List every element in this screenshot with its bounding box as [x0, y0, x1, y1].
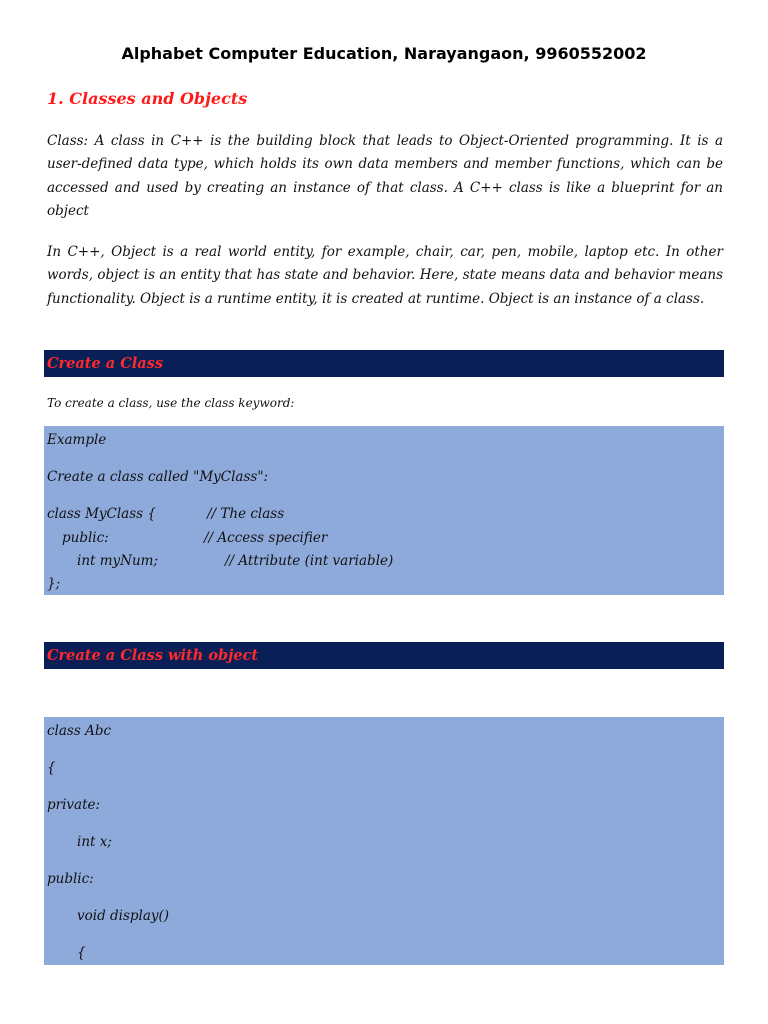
page-header: Alphabet Computer Education, Narayangaon, 9960552002 — [121, 44, 647, 63]
class-object-code-box — [44, 717, 724, 965]
create-class-object-heading-band — [44, 642, 724, 669]
code-line: { — [47, 760, 56, 776]
class-definition-paragraph: Class: A class in C++ is the building block that leads to Object-Oriented programming. It is a user-defined data type, which holds its own data members and member functions, which can be accessed and used by creating an instance of that class. A C++ class is like a blueprint for an object — [47, 133, 723, 219]
example-caption: Create a class called "MyClass": — [47, 469, 269, 485]
code-comment: // The class — [207, 506, 285, 522]
code-line: public: — [47, 871, 94, 887]
create-class-note: To create a class, use the class keyword: — [47, 396, 295, 410]
object-definition-paragraph: In C++, Object is a real world entity, for example, chair, car, pen, mobile, laptop etc. In other words, object is an entity that has state and behavior. Here, state means data and behavior means functionality. Object is a runtime entity, it is created at runtime. Object is an instance of a class. — [47, 244, 723, 307]
code-line: public: — [62, 530, 109, 546]
code-line: int myNum; — [77, 553, 159, 569]
code-line: }; — [47, 576, 61, 592]
example-code-box — [44, 426, 724, 595]
code-line: { — [77, 945, 86, 961]
section-title: 1. Classes and Objects — [47, 89, 248, 108]
code-line: int x; — [77, 834, 112, 850]
code-line: private: — [47, 797, 101, 813]
code-comment: // Access specifier — [204, 530, 328, 546]
create-class-heading-band — [44, 350, 724, 377]
code-line: void display() — [77, 908, 170, 924]
create-class-object-heading: Create a Class with object — [47, 647, 259, 664]
create-class-heading: Create a Class — [47, 355, 163, 372]
code-line: class Abc — [47, 723, 112, 739]
example-label: Example — [47, 432, 107, 448]
code-comment: // Attribute (int variable) — [225, 553, 394, 569]
code-line: class MyClass { — [47, 506, 156, 522]
